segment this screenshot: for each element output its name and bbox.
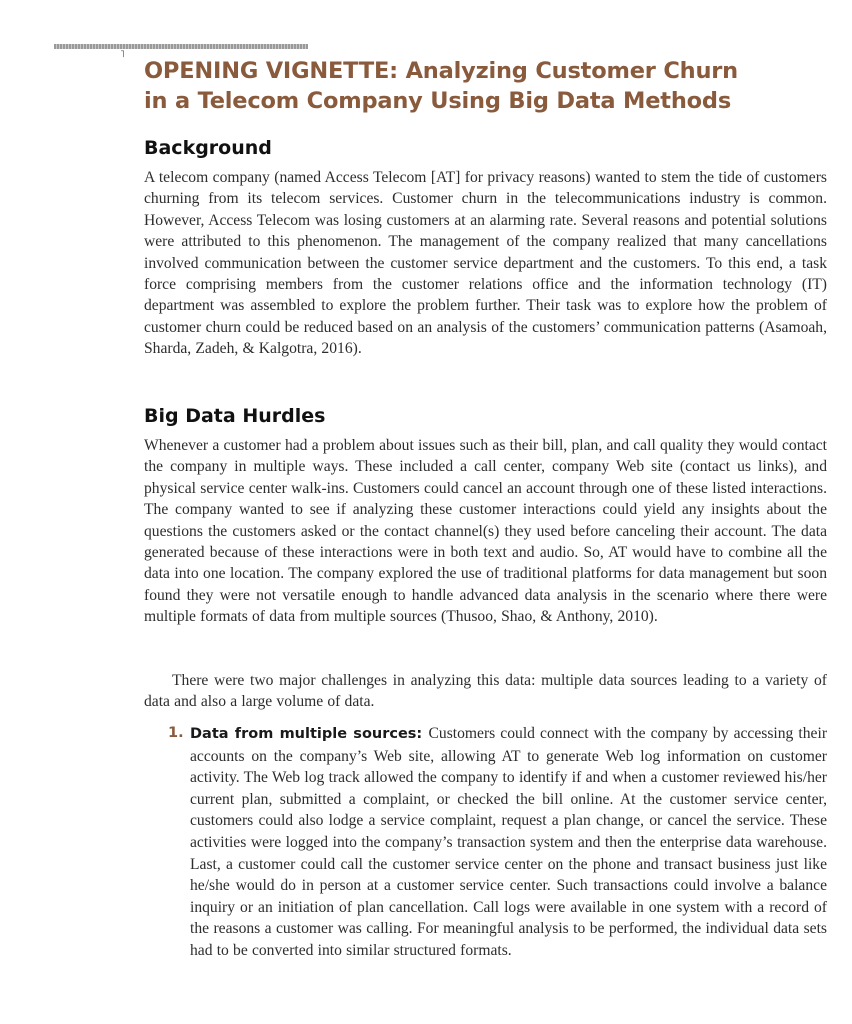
corner-mark: ˥ bbox=[120, 49, 125, 60]
hurdles-paragraph-1: Whenever a customer had a problem about issues such as their bill, plan, and call quality they would contact the company in multiple ways. These included a call center, company Web site (contact us links), and physical service center walk-ins. Customers could cancel an account through one of these listed interactions. The company wanted to see if analyzing these customer interactions could yield any insights about the questions the customers asked or the contact channel(s) they used before canceling their account. The data generated because of these interactions were in both text and audio. So, AT would have to combine all the data into one location. The company explored the use of traditional platforms for data management but soon found they were not versatile enough to handle advanced data analysis in the scenario where there were multiple formats of data from multiple sources (Thusoo, Shao, & Anthony, 2010). bbox=[144, 437, 827, 626]
list-item bbox=[168, 723, 828, 962]
top-decorative-rule bbox=[54, 44, 308, 49]
list-item-lead: Data from multiple sources: bbox=[190, 726, 429, 742]
hurdles-paragraph-2: There were two major challenges in analyzing this data: multiple data sources leading to a variety of data and also a large volume of data. bbox=[144, 672, 827, 711]
section-heading-big-data-hurdles: Big Data Hurdles bbox=[144, 405, 326, 427]
title-line-2: in a Telecom Company Using Big Data Methods bbox=[144, 88, 732, 114]
list-item-number: 1. bbox=[168, 725, 184, 741]
list-item-text: Customers could connect with the company by accessing their accounts on the company’s Web site, allowing AT to generate Web log information on customer activity. The Web log track allowed the company to identify if and when a customer reviewed his/her current plan, submitted a complaint, or checked the bill online. At the customer service center, customers could also lodge a service complaint, request a plan change, or cancel the service. These activities were logged into the company’s transaction system and then the enterprise data warehouse. Last, a customer could call the customer service center on the phone and transact business just like he/she would do in person at a customer service center. Such transactions could involve a balance inquiry or an initiation of plan cancellation. Call logs were available in one system with a record of the reasons a customer was calling. For meaningful analysis to be performed, the individual data sets had to be converted into similar structured formats. bbox=[190, 725, 828, 959]
background-paragraph: A telecom company (named Access Telecom [AT] for privacy reasons) wanted to stem the tide of customers churning from its telecom services. Customer churn in the telecommunications industry is common. However, Access Telecom was losing customers at an alarming rate. Several reasons and potential solutions were attributed to this phenomenon. The management of the company realized that many cancellations involved communication between the customer service department and the customers. To this end, a task force comprising members from the customer relations office and the information technology (IT) department was assembled to explore the problem further. Their task was to explore how the problem of customer churn could be reduced based on an analysis of the customers’ communication patterns (Asamoah, Sharda, Zadeh, & Kalgotra, 2016). bbox=[144, 169, 827, 358]
title-line-1: OPENING VIGNETTE: Analyzing Customer Churn bbox=[144, 58, 738, 84]
page-title bbox=[144, 56, 824, 116]
section-heading-background: Background bbox=[144, 137, 272, 159]
